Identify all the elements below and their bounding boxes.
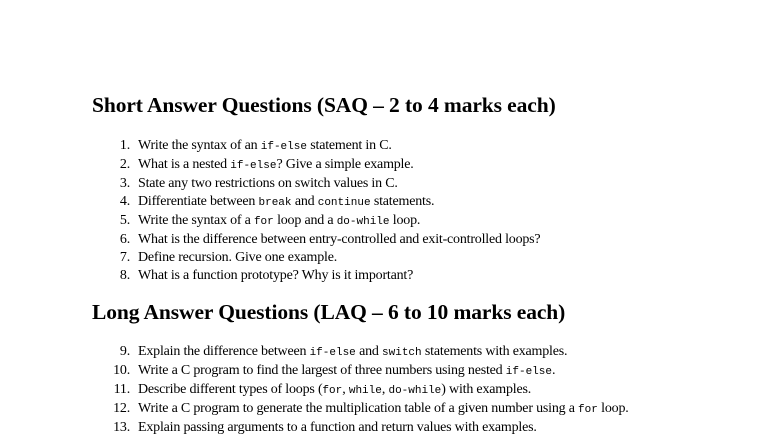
question-text xyxy=(138,231,768,249)
question-text xyxy=(138,156,768,175)
text-run: Differentiate between xyxy=(138,194,259,209)
question-number: 3. xyxy=(119,176,130,191)
code-keyword: do-while xyxy=(388,385,442,397)
code-keyword: while xyxy=(348,385,382,397)
text-run: statements. xyxy=(370,194,435,209)
text-run: , xyxy=(381,382,389,397)
text-run: What is a nested xyxy=(138,157,231,172)
text-run: Explain the difference between xyxy=(138,344,310,359)
laq-heading: Long Answer Questions (LAQ – 6 to 10 marks each) xyxy=(92,300,566,324)
question-number: 1. xyxy=(119,138,130,153)
code-keyword: if-else xyxy=(505,366,552,378)
text-run: Write the syntax of a xyxy=(138,213,254,228)
text-run: loop. xyxy=(597,401,629,416)
code-keyword: for xyxy=(322,385,343,397)
code-keyword: switch xyxy=(382,347,422,359)
question-number: 7. xyxy=(119,250,130,265)
laq-question-list xyxy=(108,343,768,437)
question-number: 11. xyxy=(113,382,130,397)
question-text xyxy=(138,400,768,419)
question-item xyxy=(108,175,768,193)
text-run: statement in C. xyxy=(306,138,392,153)
question-item xyxy=(108,212,768,231)
question-text xyxy=(138,193,768,212)
code-keyword: if-else xyxy=(230,160,277,172)
text-run: Write the syntax of an xyxy=(138,138,261,153)
text-run: , xyxy=(342,382,349,397)
question-text xyxy=(138,249,768,267)
question-item xyxy=(108,419,768,437)
question-text xyxy=(138,343,768,362)
text-run: What is a function prototype? Why is it important? xyxy=(138,268,414,283)
code-keyword: continue xyxy=(317,197,371,209)
text-run: ) with examples. xyxy=(441,382,532,397)
question-number: 6. xyxy=(119,232,130,247)
text-run: Explain passing arguments to a function and return values with examples. xyxy=(138,420,537,435)
question-item xyxy=(108,362,768,381)
question-number: 5. xyxy=(119,213,130,228)
code-keyword: for xyxy=(253,216,274,228)
question-item xyxy=(108,156,768,175)
question-number: 9. xyxy=(119,344,130,359)
question-text xyxy=(138,137,768,156)
text-run: statements with examples. xyxy=(421,344,568,359)
text-run: . xyxy=(551,363,556,378)
saq-heading: Short Answer Questions (SAQ – 2 to 4 marks each) xyxy=(92,93,556,117)
question-item xyxy=(108,137,768,156)
text-run: ? Give a simple example. xyxy=(276,157,414,172)
saq-question-list xyxy=(108,137,768,285)
question-text xyxy=(138,362,768,381)
question-item xyxy=(108,193,768,212)
question-text xyxy=(138,175,768,193)
text-run: and xyxy=(291,194,318,209)
code-keyword: do-while xyxy=(336,216,390,228)
text-run: loop. xyxy=(389,213,421,228)
question-item xyxy=(108,231,768,249)
text-run: Describe different types of loops ( xyxy=(138,382,323,397)
question-item xyxy=(108,249,768,267)
text-run: What is the difference between entry-controlled and exit-controlled loops? xyxy=(138,232,541,247)
text-run: loop and a xyxy=(273,213,337,228)
question-number: 10. xyxy=(113,363,130,378)
code-keyword: for xyxy=(578,404,598,416)
text-run: State any two restrictions on switch values in C. xyxy=(138,176,398,191)
question-number: 13. xyxy=(113,420,130,435)
question-text xyxy=(138,419,768,437)
question-item xyxy=(108,381,768,400)
text-run: Write a C program to generate the multiplication table of a given number using a xyxy=(138,401,579,416)
text-run: and xyxy=(355,344,383,359)
question-text xyxy=(138,381,768,400)
question-number: 2. xyxy=(119,157,130,172)
code-keyword: if-else xyxy=(309,347,356,359)
code-keyword: if-else xyxy=(260,141,307,153)
question-item xyxy=(108,267,768,285)
question-number: 12. xyxy=(113,401,130,416)
question-number: 4. xyxy=(119,194,130,209)
code-keyword: break xyxy=(258,197,292,209)
question-item xyxy=(108,343,768,362)
text-run: Write a C program to find the largest of three numbers using nested xyxy=(138,363,506,378)
question-number: 8. xyxy=(119,268,130,283)
text-run: Define recursion. Give one example. xyxy=(138,250,338,265)
question-item xyxy=(108,400,768,419)
question-text xyxy=(138,212,768,231)
question-text xyxy=(138,267,768,285)
